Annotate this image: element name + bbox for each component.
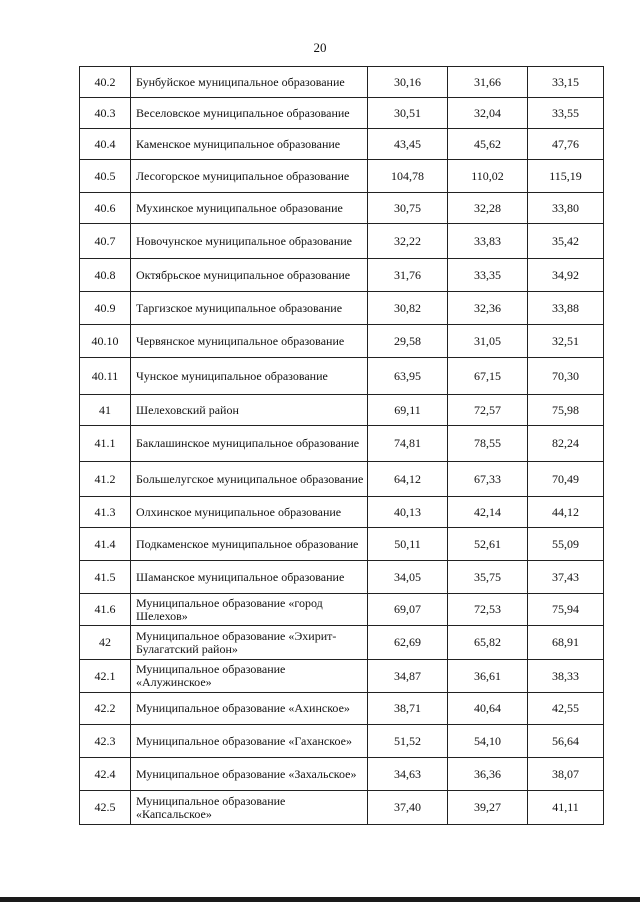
table-row — [80, 528, 604, 561]
table-body — [80, 67, 604, 825]
table-row — [80, 660, 604, 693]
value-cell-1: 30,75 — [368, 193, 448, 224]
table-row — [80, 626, 604, 660]
row-number: 41.4 — [80, 528, 131, 561]
row-number: 40.5 — [80, 160, 131, 193]
municipality-name: Баклашинское муниципальное образование — [131, 426, 368, 462]
value-cell-1: 29,58 — [368, 325, 448, 358]
row-number: 41.1 — [80, 426, 131, 462]
value-cell-2: 33,35 — [448, 259, 528, 292]
value-cell-1: 64,12 — [368, 462, 448, 497]
row-number: 40.3 — [80, 98, 131, 129]
table-row — [80, 758, 604, 791]
municipality-name: Шелеховский район — [131, 395, 368, 426]
value-cell-3: 70,49 — [528, 462, 604, 497]
value-cell-2: 33,83 — [448, 224, 528, 259]
value-cell-1: 37,40 — [368, 791, 448, 825]
value-cell-1: 34,05 — [368, 561, 448, 594]
value-cell-1: 34,87 — [368, 660, 448, 693]
value-cell-1: 32,22 — [368, 224, 448, 259]
value-cell-3: 34,92 — [528, 259, 604, 292]
value-cell-3: 75,98 — [528, 395, 604, 426]
row-number: 41.5 — [80, 561, 131, 594]
municipal-values-table — [79, 66, 604, 825]
value-cell-3: 42,55 — [528, 693, 604, 725]
row-number: 40.9 — [80, 292, 131, 325]
value-cell-2: 72,53 — [448, 594, 528, 626]
value-cell-1: 69,07 — [368, 594, 448, 626]
value-cell-2: 35,75 — [448, 561, 528, 594]
table-row — [80, 561, 604, 594]
municipality-name: Новочунское муниципальное образование — [131, 224, 368, 259]
value-cell-2: 31,05 — [448, 325, 528, 358]
table-row — [80, 67, 604, 98]
table-row — [80, 193, 604, 224]
municipality-name: Чунское муниципальное образование — [131, 358, 368, 395]
value-cell-3: 41,11 — [528, 791, 604, 825]
value-cell-3: 56,64 — [528, 725, 604, 758]
municipality-name: Бунбуйское муниципальное образование — [131, 67, 368, 98]
value-cell-3: 33,80 — [528, 193, 604, 224]
value-cell-1: 30,16 — [368, 67, 448, 98]
municipality-name: Мухинское муниципальное образование — [131, 193, 368, 224]
value-cell-1: 51,52 — [368, 725, 448, 758]
municipality-name: Октябрьское муниципальное образование — [131, 259, 368, 292]
value-cell-2: 54,10 — [448, 725, 528, 758]
municipality-name: Шаманское муниципальное образование — [131, 561, 368, 594]
municipality-name: Большелугское муниципальное образование — [131, 462, 368, 497]
table-row — [80, 594, 604, 626]
value-cell-2: 32,28 — [448, 193, 528, 224]
table-row — [80, 259, 604, 292]
table-row — [80, 791, 604, 825]
value-cell-2: 32,36 — [448, 292, 528, 325]
table-row — [80, 98, 604, 129]
value-cell-2: 45,62 — [448, 129, 528, 160]
row-number: 41.3 — [80, 497, 131, 528]
value-cell-1: 43,45 — [368, 129, 448, 160]
value-cell-3: 70,30 — [528, 358, 604, 395]
value-cell-2: 42,14 — [448, 497, 528, 528]
row-number: 41 — [80, 395, 131, 426]
municipality-name: Олхинское муниципальное образование — [131, 497, 368, 528]
row-number: 40.6 — [80, 193, 131, 224]
value-cell-2: 78,55 — [448, 426, 528, 462]
row-number: 42.4 — [80, 758, 131, 791]
table-row — [80, 160, 604, 193]
value-cell-3: 68,91 — [528, 626, 604, 660]
municipality-name: Муниципальное образование «Алужинское» — [131, 660, 368, 693]
municipality-name: Муниципальное образование «Эхирит-Булагатский район» — [131, 626, 368, 660]
row-number: 42.2 — [80, 693, 131, 725]
row-number: 42.5 — [80, 791, 131, 825]
value-cell-3: 35,42 — [528, 224, 604, 259]
value-cell-2: 40,64 — [448, 693, 528, 725]
value-cell-3: 115,19 — [528, 160, 604, 193]
municipality-name: Муниципальное образование «Захальское» — [131, 758, 368, 791]
page-number: 20 — [313, 40, 327, 55]
value-cell-3: 33,15 — [528, 67, 604, 98]
value-cell-2: 67,33 — [448, 462, 528, 497]
value-cell-3: 33,88 — [528, 292, 604, 325]
table-row — [80, 693, 604, 725]
value-cell-3: 75,94 — [528, 594, 604, 626]
table-row — [80, 395, 604, 426]
value-cell-2: 110,02 — [448, 160, 528, 193]
table-row — [80, 325, 604, 358]
row-number: 40.7 — [80, 224, 131, 259]
value-cell-3: 37,43 — [528, 561, 604, 594]
value-cell-3: 32,51 — [528, 325, 604, 358]
value-cell-1: 104,78 — [368, 160, 448, 193]
municipality-name: Муниципальное образование «Гаханское» — [131, 725, 368, 758]
value-cell-2: 65,82 — [448, 626, 528, 660]
value-cell-2: 72,57 — [448, 395, 528, 426]
row-number: 41.6 — [80, 594, 131, 626]
municipality-name: Лесогорское муниципальное образование — [131, 160, 368, 193]
municipality-name: Каменское муниципальное образование — [131, 129, 368, 160]
value-cell-1: 34,63 — [368, 758, 448, 791]
value-cell-1: 30,82 — [368, 292, 448, 325]
table-row — [80, 292, 604, 325]
row-number: 40.4 — [80, 129, 131, 160]
municipality-name: Таргизское муниципальное образование — [131, 292, 368, 325]
municipality-name: Муниципальное образование «город Шелехов» — [131, 594, 368, 626]
row-number: 40.11 — [80, 358, 131, 395]
value-cell-3: 55,09 — [528, 528, 604, 561]
value-cell-2: 39,27 — [448, 791, 528, 825]
value-cell-3: 44,12 — [528, 497, 604, 528]
value-cell-3: 38,33 — [528, 660, 604, 693]
table-row — [80, 497, 604, 528]
municipality-name: Червянское муниципальное образование — [131, 325, 368, 358]
value-cell-3: 33,55 — [528, 98, 604, 129]
value-cell-2: 36,61 — [448, 660, 528, 693]
value-cell-1: 40,13 — [368, 497, 448, 528]
row-number: 40.10 — [80, 325, 131, 358]
value-cell-2: 31,66 — [448, 67, 528, 98]
table-row — [80, 358, 604, 395]
value-cell-1: 30,51 — [368, 98, 448, 129]
row-number: 42.1 — [80, 660, 131, 693]
value-cell-2: 36,36 — [448, 758, 528, 791]
value-cell-3: 38,07 — [528, 758, 604, 791]
row-number: 42 — [80, 626, 131, 660]
municipality-name: Веселовское муниципальное образование — [131, 98, 368, 129]
table-row — [80, 462, 604, 497]
table-row — [80, 224, 604, 259]
value-cell-2: 67,15 — [448, 358, 528, 395]
value-cell-1: 50,11 — [368, 528, 448, 561]
table-row — [80, 426, 604, 462]
table-row — [80, 725, 604, 758]
row-number: 40.2 — [80, 67, 131, 98]
row-number: 41.2 — [80, 462, 131, 497]
value-cell-1: 38,71 — [368, 693, 448, 725]
table-row — [80, 129, 604, 160]
scan-bottom-border — [0, 897, 640, 902]
row-number: 42.3 — [80, 725, 131, 758]
municipality-name: Муниципальное образование «Ахинское» — [131, 693, 368, 725]
value-cell-2: 32,04 — [448, 98, 528, 129]
value-cell-1: 31,76 — [368, 259, 448, 292]
value-cell-3: 47,76 — [528, 129, 604, 160]
municipality-name: Подкаменское муниципальное образование — [131, 528, 368, 561]
value-cell-1: 69,11 — [368, 395, 448, 426]
value-cell-3: 82,24 — [528, 426, 604, 462]
row-number: 40.8 — [80, 259, 131, 292]
value-cell-1: 74,81 — [368, 426, 448, 462]
value-cell-1: 63,95 — [368, 358, 448, 395]
value-cell-2: 52,61 — [448, 528, 528, 561]
municipality-name: Муниципальное образование «Капсальское» — [131, 791, 368, 825]
value-cell-1: 62,69 — [368, 626, 448, 660]
